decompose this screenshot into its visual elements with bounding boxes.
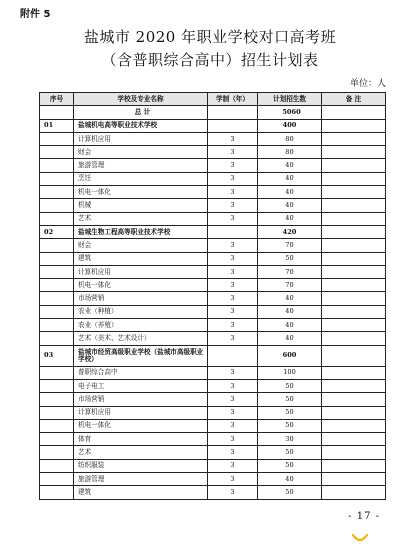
major-code-cell xyxy=(40,265,74,278)
total-notes-cell xyxy=(322,106,386,119)
major-name: 计算机应用 xyxy=(74,406,208,419)
major-code-cell xyxy=(40,305,74,318)
major-row xyxy=(40,433,386,446)
major-years: 3 xyxy=(208,292,258,305)
major-name: 财会 xyxy=(74,239,208,252)
major-years: 3 xyxy=(208,473,258,486)
major-plan: 40 xyxy=(258,159,322,172)
enrollment-plan-table xyxy=(39,92,386,500)
col-header-code: 序号 xyxy=(40,93,74,106)
major-years: 3 xyxy=(208,406,258,419)
major-notes-cell xyxy=(322,199,386,212)
major-code-cell xyxy=(40,319,74,332)
major-row xyxy=(40,366,386,379)
school-notes-cell xyxy=(322,345,386,366)
school-years-cell xyxy=(208,225,258,238)
col-header-plan: 计划招生数 xyxy=(258,93,322,106)
school-code: 03 xyxy=(40,345,74,366)
major-plan: 70 xyxy=(258,239,322,252)
major-notes-cell xyxy=(322,305,386,318)
page-number: - 17 - xyxy=(348,511,380,522)
major-name: 体育 xyxy=(74,433,208,446)
major-code-cell xyxy=(40,446,74,459)
major-notes-cell xyxy=(322,146,386,159)
major-notes-cell xyxy=(322,406,386,419)
major-years: 3 xyxy=(208,212,258,225)
major-row xyxy=(40,319,386,332)
table-header-row xyxy=(40,93,386,106)
unit-label: 单位：人 xyxy=(349,79,386,89)
major-plan: 50 xyxy=(258,419,322,432)
major-code-cell xyxy=(40,159,74,172)
major-plan: 40 xyxy=(258,305,322,318)
school-years-cell xyxy=(208,345,258,366)
major-years: 3 xyxy=(208,265,258,278)
major-name: 农业（养殖） xyxy=(74,319,208,332)
major-years: 3 xyxy=(208,252,258,265)
major-name: 机电一体化 xyxy=(74,419,208,432)
major-years: 3 xyxy=(208,172,258,185)
school-plan: 420 xyxy=(258,225,322,238)
major-code-cell xyxy=(40,419,74,432)
major-row xyxy=(40,199,386,212)
major-code-cell xyxy=(40,252,74,265)
major-notes-cell xyxy=(322,366,386,379)
major-row xyxy=(40,292,386,305)
title-line-2: （含普职综合高中）招生计划表 xyxy=(101,51,319,69)
major-code-cell xyxy=(40,332,74,345)
major-years: 3 xyxy=(208,433,258,446)
major-years: 3 xyxy=(208,379,258,392)
major-name: 烹饪 xyxy=(74,172,208,185)
major-years: 3 xyxy=(208,446,258,459)
major-name: 旅游管理 xyxy=(74,159,208,172)
school-row xyxy=(40,225,386,238)
major-notes-cell xyxy=(322,265,386,278)
major-plan: 70 xyxy=(258,279,322,292)
major-plan: 30 xyxy=(258,433,322,446)
major-notes-cell xyxy=(322,459,386,472)
major-years: 3 xyxy=(208,366,258,379)
major-name: 电子电工 xyxy=(74,379,208,392)
school-code: 01 xyxy=(40,119,74,132)
major-plan: 50 xyxy=(258,446,322,459)
title-line-1: 盐城市 2020 年职业学校对口高考班 xyxy=(83,28,337,46)
major-plan: 50 xyxy=(258,393,322,406)
school-plan: 400 xyxy=(258,119,322,132)
school-notes-cell xyxy=(322,119,386,132)
major-row xyxy=(40,212,386,225)
major-code-cell xyxy=(40,172,74,185)
major-plan: 80 xyxy=(258,146,322,159)
major-code-cell xyxy=(40,212,74,225)
major-notes-cell xyxy=(322,279,386,292)
major-notes-cell xyxy=(322,433,386,446)
school-name: 盐城机电高等职业技术学校 xyxy=(74,119,208,132)
major-notes-cell xyxy=(322,172,386,185)
school-plan: 600 xyxy=(258,345,322,366)
curl-mark-icon xyxy=(352,533,368,543)
major-years: 3 xyxy=(208,132,258,145)
major-notes-cell xyxy=(322,212,386,225)
major-plan: 50 xyxy=(258,486,322,499)
major-notes-cell xyxy=(322,159,386,172)
major-plan: 40 xyxy=(258,473,322,486)
major-plan: 80 xyxy=(258,132,322,145)
major-code-cell xyxy=(40,132,74,145)
major-row xyxy=(40,186,386,199)
major-notes-cell xyxy=(322,332,386,345)
major-code-cell xyxy=(40,393,74,406)
major-years: 3 xyxy=(208,159,258,172)
major-years: 3 xyxy=(208,239,258,252)
major-plan: 40 xyxy=(258,212,322,225)
major-plan: 40 xyxy=(258,172,322,185)
major-code-cell xyxy=(40,433,74,446)
major-years: 3 xyxy=(208,332,258,345)
major-notes-cell xyxy=(322,319,386,332)
major-code-cell xyxy=(40,366,74,379)
major-row xyxy=(40,419,386,432)
major-code-cell xyxy=(40,379,74,392)
major-name: 机械 xyxy=(74,199,208,212)
major-plan: 40 xyxy=(258,292,322,305)
major-years: 3 xyxy=(208,319,258,332)
major-plan: 40 xyxy=(258,332,322,345)
school-name: 盐城市经贸高级职业学校（盐城市高级职业学校） xyxy=(74,345,208,366)
major-notes-cell xyxy=(322,473,386,486)
major-notes-cell xyxy=(322,132,386,145)
major-name: 计算机应用 xyxy=(74,132,208,145)
total-plan: 5060 xyxy=(258,106,322,119)
major-notes-cell xyxy=(322,186,386,199)
total-row xyxy=(40,106,386,119)
major-years: 3 xyxy=(208,199,258,212)
major-row xyxy=(40,406,386,419)
major-row xyxy=(40,252,386,265)
major-name: 纺织服装 xyxy=(74,459,208,472)
major-name: 艺术（美术、艺术设计） xyxy=(74,332,208,345)
major-years: 3 xyxy=(208,419,258,432)
school-years-cell xyxy=(208,119,258,132)
major-code-cell xyxy=(40,199,74,212)
major-years: 3 xyxy=(208,305,258,318)
major-notes-cell xyxy=(322,486,386,499)
major-name: 市场营销 xyxy=(74,393,208,406)
major-row xyxy=(40,332,386,345)
major-plan: 50 xyxy=(258,252,322,265)
attachment-label: 附件 5 xyxy=(20,9,51,20)
major-notes-cell xyxy=(322,419,386,432)
major-row xyxy=(40,239,386,252)
col-header-name: 学校及专业名称 xyxy=(74,93,208,106)
major-code-cell xyxy=(40,146,74,159)
major-name: 计算机应用 xyxy=(74,265,208,278)
col-header-notes: 备 注 xyxy=(322,93,386,106)
major-name: 艺术 xyxy=(74,212,208,225)
major-years: 3 xyxy=(208,186,258,199)
major-row xyxy=(40,265,386,278)
major-row xyxy=(40,279,386,292)
major-code-cell xyxy=(40,473,74,486)
major-name: 建筑 xyxy=(74,486,208,499)
major-row xyxy=(40,486,386,499)
major-code-cell xyxy=(40,279,74,292)
col-header-years: 学制（年） xyxy=(208,93,258,106)
major-notes-cell xyxy=(322,379,386,392)
major-code-cell xyxy=(40,406,74,419)
major-plan: 50 xyxy=(258,379,322,392)
major-plan: 50 xyxy=(258,459,322,472)
school-row xyxy=(40,119,386,132)
major-name: 财会 xyxy=(74,146,208,159)
major-row xyxy=(40,146,386,159)
major-plan: 70 xyxy=(258,265,322,278)
major-row xyxy=(40,305,386,318)
major-row xyxy=(40,132,386,145)
major-plan: 50 xyxy=(258,406,322,419)
table-body xyxy=(40,106,386,499)
total-years-cell xyxy=(208,106,258,119)
major-name: 普职综合高中 xyxy=(74,366,208,379)
major-code-cell xyxy=(40,292,74,305)
total-code-cell xyxy=(40,106,74,119)
major-code-cell xyxy=(40,239,74,252)
major-row xyxy=(40,379,386,392)
major-notes-cell xyxy=(322,252,386,265)
major-code-cell xyxy=(40,486,74,499)
major-years: 3 xyxy=(208,393,258,406)
major-years: 3 xyxy=(208,279,258,292)
total-label: 总 计 xyxy=(74,106,208,119)
school-name: 盐城生物工程高等职业技术学校 xyxy=(74,225,208,238)
school-row xyxy=(40,345,386,366)
major-code-cell xyxy=(40,459,74,472)
major-years: 3 xyxy=(208,459,258,472)
major-name: 建筑 xyxy=(74,252,208,265)
major-notes-cell xyxy=(322,393,386,406)
major-notes-cell xyxy=(322,446,386,459)
major-code-cell xyxy=(40,186,74,199)
major-row xyxy=(40,473,386,486)
major-name: 机电一体化 xyxy=(74,186,208,199)
major-plan: 100 xyxy=(258,366,322,379)
major-row xyxy=(40,446,386,459)
major-plan: 40 xyxy=(258,319,322,332)
major-years: 3 xyxy=(208,146,258,159)
major-plan: 40 xyxy=(258,186,322,199)
major-years: 3 xyxy=(208,486,258,499)
major-name: 机电一体化 xyxy=(74,279,208,292)
major-row xyxy=(40,459,386,472)
major-plan: 40 xyxy=(258,199,322,212)
major-notes-cell xyxy=(322,239,386,252)
school-notes-cell xyxy=(322,225,386,238)
major-name: 旅游管理 xyxy=(74,473,208,486)
major-name: 市场营销 xyxy=(74,292,208,305)
major-name: 艺术 xyxy=(74,446,208,459)
major-notes-cell xyxy=(322,292,386,305)
school-code: 02 xyxy=(40,225,74,238)
major-row xyxy=(40,159,386,172)
major-row xyxy=(40,393,386,406)
major-row xyxy=(40,172,386,185)
major-name: 农业（种植） xyxy=(74,305,208,318)
